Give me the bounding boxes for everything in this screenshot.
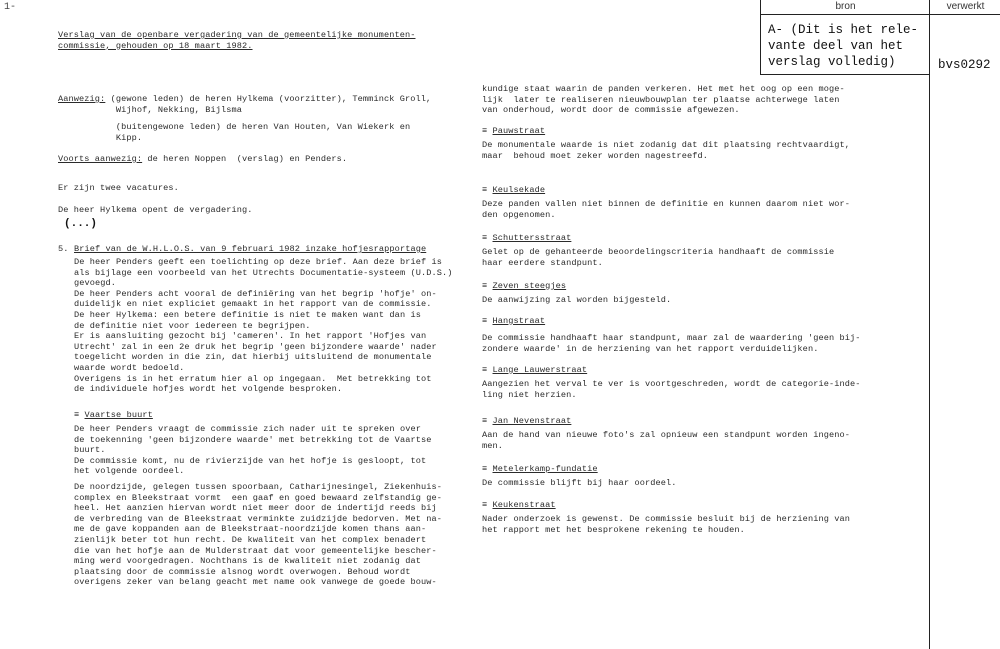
section-zeven-steegjes-title: Zeven steegjes (492, 281, 567, 291)
section-keulsekade-body: Deze panden vallen niet binnen de definitie en kunnen daarom niet wor- den opgenomen. (482, 199, 850, 220)
section-schuttersstraat-body: Gelet op de gehanteerde beoordelingscriteria handhaaft de commissie haar eerdere standpunt. (482, 247, 835, 268)
also-present-label: Voorts aanwezig: (58, 154, 143, 164)
verwerkt-code: bvs0292 (938, 58, 991, 72)
vaartse-body: De heer Penders vraagt de commissie zich nader uit te spreken over de toekenning 'geen bijzondere waarde' met betrekking tot de Vaartse buurt. De commissie komt, nu de rivierzijde van het hofje is gesloopt, tot het volgende oordeel. (74, 424, 432, 477)
vaartse-heading: ≡ Vaartse buurt (74, 410, 153, 420)
report-title: Verslag van de openbare vergadering van de gemeentelijke monumenten- commissie, gehouden op 18 maart 1982. (58, 30, 416, 51)
section-metelerkamp-body: De commissie blijft bij haar oordeel. (482, 478, 677, 488)
noordzijde-body: De noordzijde, gelegen tussen spoorbaan, Catharijnesingel, Ziekenhuis- complex en Bleekstraat vormt een gaaf en goed bewaard zelfstandig ge- heel. Het aanzien hiervan wordt niet meer door de indertijd reeds bij de verbreding van de Bleekstraat verminkte zuidzijde bedorven. Met na- me de gave koppanden aan de Bleekstraat-noordzijde komen thans aan- zienlijk beter tot hun recht. De kwaliteit van het complex benadert die van het hofje aan de Mulderstraat dat voor gemeentelijke bescher- ming werd voorgedragen. Nochthans is de kwaliteit niet zodanig dat plaatsing door de commissie alsnog wordt overwogen. Behoud wordt overigens zeker van belang geacht met name ook vanwege de goede bouw- (74, 482, 442, 588)
continuation-text: kundige staat waarin de panden verkeren. Het met het oog op een moge- lijk later te realiseren nieuwbouwplan ter plaatse achterwege laten van onderhoud, wordt door de commissie afgewezen. (482, 84, 845, 116)
section-jan-nevenstraat-body: Aan de hand van nieuwe foto's zal opnieuw een standpunt worden ingeno- men. (482, 430, 850, 451)
section-keukenstraat-title: Keukenstraat (492, 500, 556, 510)
section-keulsekade-heading: ≡ Keulsekade (482, 185, 546, 195)
section-metelerkamp-heading: ≡ Metelerkamp-fundatie (482, 464, 598, 474)
item-body: De heer Penders geeft een toelichting op deze brief. Aan deze brief is als bijlage een voorbeeld van het Utrechts Documentatie-systeem (U.D.S.) gevoegd. De heer Penders acht vooral de definiëring van het begrip 'hofje' on- duidelijk en niet expliciet gemaakt in het rapport van de commissie. De heer Hylkema: een betere definitie is niet te maken want dan is de definitie niet voor iedereen te begrijpen. Er is aansluiting gezocht bij 'cameren'. In het rapport 'Hofjes van Utrecht' zal in een 2e druk het begrip 'geen bijzondere waarde' nader toegelicht worden in die zin, dat hierbij uitsluitend de monumentale waarde wordt bedoeld. Overigens is in het erratum hier al op ingegaan. Met betrekking tot de individuele hofjes wordt het volgende besproken. (74, 257, 453, 395)
bron-box-bottom-rule (760, 74, 929, 75)
vaartse-title: Vaartse buurt (84, 410, 153, 420)
verwerkt-column-divider (929, 14, 930, 649)
bron-column-divider (760, 14, 761, 74)
item-number: 5. (58, 244, 69, 254)
section-schuttersstraat-heading: ≡ Schuttersstraat (482, 233, 572, 243)
section-zeven-steegjes-heading: ≡ Zeven steegjes (482, 281, 567, 291)
section-schuttersstraat-title: Schuttersstraat (492, 233, 572, 243)
ellipsis-mark: (...) (64, 218, 98, 230)
section-jan-nevenstraat-title: Jan Nevenstraat (492, 416, 572, 426)
section-jan-nevenstraat-heading: ≡ Jan Nevenstraat (482, 416, 572, 426)
section-lange-lauwerstraat-title: Lange Lauwerstraat (492, 365, 588, 375)
bron-note: A- (Dit is het rele- vante deel van het verslag volledig) (768, 23, 919, 69)
section-pauwstraat-heading: ≡ Pauwstraat (482, 126, 546, 136)
section-keukenstraat-body: Nader onderzoek is gewenst. De commissie besluit bij de herziening van het rapport met het besprokene rekening te houden. (482, 514, 850, 535)
section-pauwstraat-body: De monumentale waarde is niet zodanig dat dit plaatsing rechtvaardigt, maar behoud moet zeker worden nagestreefd. (482, 140, 850, 161)
vacatures-note: Er zijn twee vacatures. (58, 183, 179, 193)
section-metelerkamp-title: Metelerkamp-fundatie (492, 464, 598, 474)
also-present-block (58, 154, 347, 165)
present-block (58, 94, 431, 115)
present-members: (gewone leden) de heren Hylkema (voorzitter), Temminck Groll, Wijhof, Nekking, Bijlsma (110, 94, 432, 115)
section-lange-lauwerstraat-heading: ≡ Lange Lauwerstraat (482, 365, 588, 375)
section-keukenstraat-heading: ≡ Keukenstraat (482, 500, 556, 510)
section-hangstraat-heading: ≡ Hangstraat (482, 316, 546, 326)
item-title: Brief van de W.H.L.O.S. van 9 februari 1982 inzake hofjesrapportage (74, 244, 427, 254)
section-hangstraat-title: Hangstraat (492, 316, 546, 326)
bron-column-header: bron (760, 0, 930, 15)
opening-note: De heer Hylkema opent de vergadering. (58, 205, 253, 215)
verwerkt-column-header: verwerkt (929, 0, 1000, 15)
also-present-names: de heren Noppen (verslag) en Penders. (142, 154, 348, 164)
present-label: Aanwezig: (58, 94, 106, 104)
section-lange-lauwerstraat-body: Aangezien het verval te ver is voortgeschreden, wordt de categorie-inde- ling niet herzien. (482, 379, 861, 400)
section-zeven-steegjes-body: De aanwijzing zal worden bijgesteld. (482, 295, 672, 305)
page-mark: 1- (4, 2, 17, 13)
section-pauwstraat-title: Pauwstraat (492, 126, 546, 136)
present-extraordinary: (buitengewone leden) de heren Van Houten, Van Wiekerk en Kipp. (115, 122, 411, 143)
section-hangstraat-body: De commissie handhaaft haar standpunt, maar zal de waardering 'geen bij- zondere waarde' in de herziening van het rapport verduidelijken. (482, 333, 861, 354)
section-keulsekade-title: Keulsekade (492, 185, 546, 195)
